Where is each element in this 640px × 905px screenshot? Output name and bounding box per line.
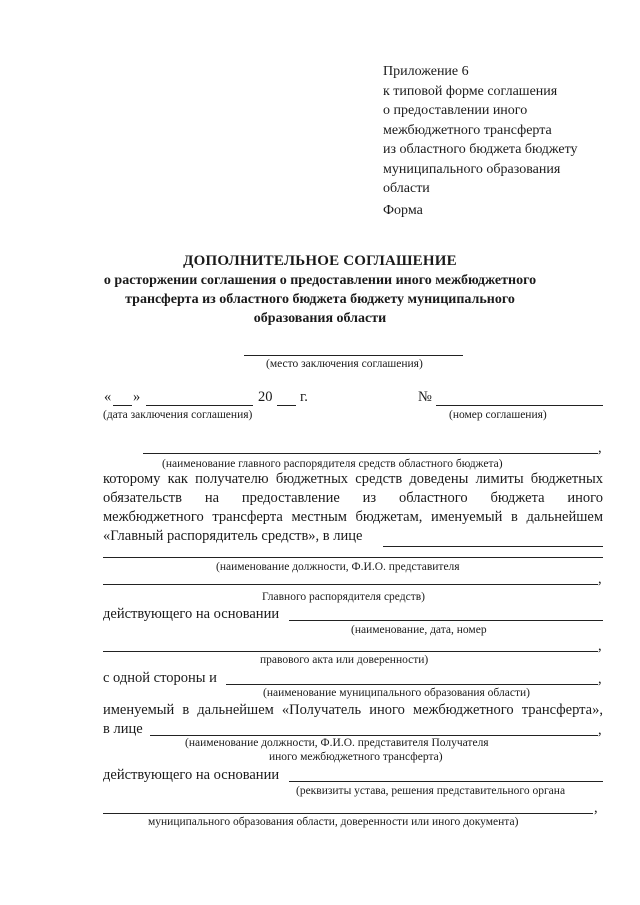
form-label: Форма	[383, 203, 423, 218]
acting-basis-line[interactable]	[289, 620, 603, 621]
main-distributor-line[interactable]	[143, 453, 598, 454]
day-line[interactable]	[113, 405, 132, 406]
appendix-line: муниципального образования	[383, 161, 561, 177]
title-line: образования области	[253, 311, 387, 326]
representative-caption: (наименование должности, Ф.И.О. представителя	[216, 561, 460, 573]
named-recipient-text: именуемый в дальнейшем «Получатель иного межбюджетного трансферта»,	[103, 702, 603, 718]
appendix-line: области	[383, 181, 430, 196]
representative-caption: Главного распорядителя средств)	[262, 591, 426, 603]
quote-open: «	[104, 389, 112, 405]
appendix-line: межбюджетного трансферта	[383, 122, 552, 138]
acting-basis-label-2: действующего на основании	[103, 767, 280, 783]
one-side-label: с одной стороны и	[103, 670, 217, 686]
recipient-representative-line[interactable]	[150, 735, 598, 736]
charter-caption: муниципального образования области, доверенности или иного документа)	[148, 816, 519, 828]
recipient-rep-caption: иного межбюджетного трансферта)	[269, 751, 443, 763]
document-title	[0, 252, 640, 328]
comma: ,	[598, 440, 602, 456]
representative-line-2[interactable]	[103, 584, 598, 585]
legal-act-line[interactable]	[103, 651, 598, 652]
appendix-line: из областного бюджета бюджету	[383, 142, 578, 157]
appendix-line: к типовой форме соглашения	[383, 83, 558, 99]
appendix-block	[383, 62, 578, 199]
year-prefix: 20	[258, 389, 273, 405]
paragraph-line: межбюджетного трансферта местным бюджетам, именуемый в дальнейшем	[103, 509, 603, 525]
month-line[interactable]	[146, 405, 253, 406]
comma: ,	[598, 638, 602, 654]
title-line: ДОПОЛНИТЕЛЬНОЕ СОГЛАШЕНИЕ	[183, 253, 457, 269]
date-caption: (дата заключения соглашения)	[103, 409, 253, 421]
representative-line-1[interactable]	[103, 557, 603, 558]
acting-basis-label: действующего на основании	[103, 606, 280, 622]
place-line[interactable]	[244, 355, 463, 356]
charter-caption: (реквизиты устава, решения представительного органа	[296, 785, 566, 797]
year-line[interactable]	[277, 405, 296, 406]
comma: ,	[594, 800, 598, 816]
paragraph-line: «Главный распорядитель средств», в лице	[103, 528, 363, 544]
paragraph-main-distributor	[103, 470, 603, 546]
comma: ,	[598, 671, 602, 687]
paragraph-line: которому как получателю бюджетных средств доведены лимиты бюджетных	[103, 471, 603, 487]
place-caption: (место заключения соглашения)	[266, 358, 423, 370]
title-line: трансферта из областного бюджета бюджету муниципального	[125, 292, 515, 307]
quote-close: »	[133, 389, 141, 405]
recipient-rep-caption: (наименование должности, Ф.И.О. представителя Получателя	[185, 737, 489, 749]
appendix-line: Приложение 6	[383, 64, 469, 79]
in-person-label: в лице	[103, 721, 143, 737]
acting-basis-line-2[interactable]	[289, 781, 603, 782]
number-sign: №	[418, 389, 432, 405]
title-line: о расторжении соглашения о предоставлении иного межбюджетного	[103, 273, 537, 288]
municipality-caption: (наименование муниципального образования области)	[263, 687, 530, 699]
legal-caption: правового акта или доверенности)	[260, 654, 429, 666]
paragraph-line: обязательств на предоставление из областного бюджета иного	[103, 490, 603, 506]
number-caption: (номер соглашения)	[449, 409, 547, 421]
appendix-line: о предоставлении иного	[383, 103, 528, 118]
comma: ,	[598, 571, 602, 587]
comma: ,	[598, 722, 602, 738]
municipality-line[interactable]	[226, 684, 598, 685]
legal-caption: (наименование, дата, номер	[351, 624, 487, 636]
charter-line[interactable]	[103, 813, 593, 814]
main-distributor-caption: (наименование главного распорядителя средств областного бюджета)	[162, 458, 503, 470]
year-suffix: г.	[300, 389, 308, 405]
number-line[interactable]	[436, 405, 603, 406]
in-person-line[interactable]	[383, 546, 603, 547]
